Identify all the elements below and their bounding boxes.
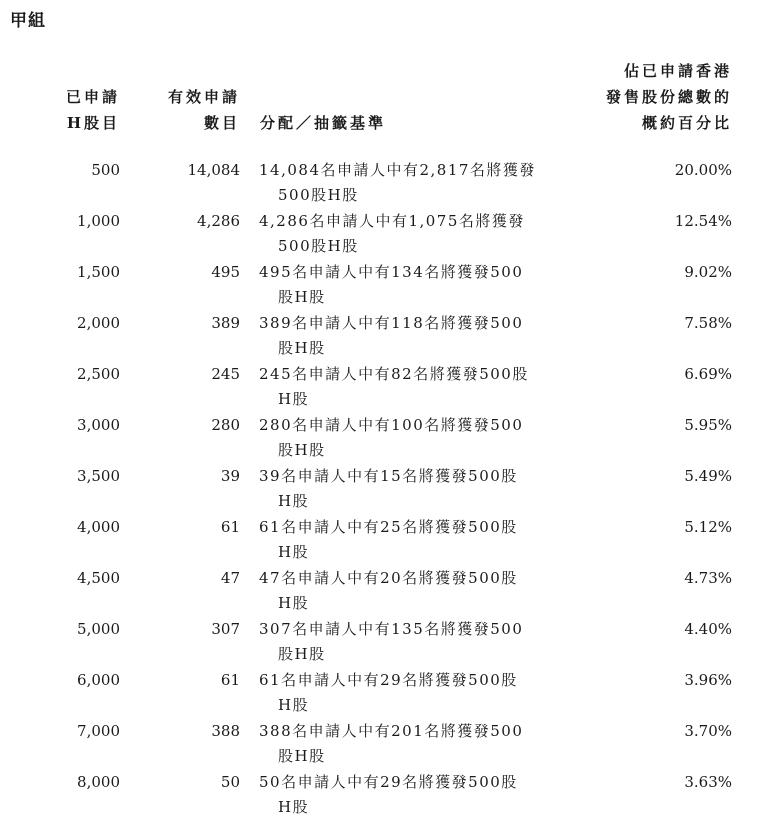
valid-applications-cell: 495 [211, 263, 240, 281]
table-row [0, 362, 764, 413]
valid-applications-cell: 245 [211, 365, 240, 383]
header-applied-line-1: 已申請 [65, 88, 120, 106]
applied-shares-cell: 2,500 [77, 365, 120, 383]
header-basis-line: 分配／抽籤基準 [260, 114, 387, 132]
header-allocation-basis [260, 110, 386, 136]
table-row [0, 158, 764, 209]
basis-line-2: H股 [278, 798, 310, 816]
table-row [0, 413, 764, 464]
allocation-basis-cell [259, 260, 579, 310]
header-valid-line-1: 有效申請 [167, 88, 240, 106]
table-row [0, 515, 764, 566]
valid-applications-cell: 307 [211, 620, 240, 638]
header-pct-line-3: 概約百分比 [641, 114, 732, 132]
allocation-basis-cell [259, 158, 579, 208]
table-row [0, 719, 764, 770]
basis-line-2: H股 [278, 492, 310, 510]
table-row [0, 566, 764, 617]
percentage-cell: 3.96% [684, 671, 732, 689]
basis-line-1: 61名申請人中有29名將獲發500股 [259, 671, 518, 689]
header-applied-line-2: H股目 [66, 114, 120, 132]
applied-shares-cell: 7,000 [77, 722, 120, 740]
basis-line-1: 61名申請人中有25名將獲發500股 [259, 518, 518, 536]
header-percentage [606, 58, 732, 136]
basis-line-1: 39名申請人中有15名將獲發500股 [259, 467, 518, 485]
basis-line-2: H股 [278, 696, 310, 714]
allocation-table [0, 158, 764, 821]
basis-line-2: 股H股 [278, 339, 326, 357]
valid-applications-cell: 14,084 [187, 161, 240, 179]
table-row [0, 260, 764, 311]
allocation-basis-cell [259, 770, 579, 820]
basis-line-1: 388名申請人中有201名將獲發500 [259, 722, 524, 740]
applied-shares-cell: 1,000 [77, 212, 120, 230]
valid-applications-cell: 47 [220, 569, 240, 587]
allocation-basis-cell [259, 362, 579, 412]
allocation-basis-cell [259, 515, 579, 565]
table-row [0, 617, 764, 668]
basis-line-2: 股H股 [278, 441, 326, 459]
applied-shares-cell: 4,500 [77, 569, 120, 587]
basis-line-2: H股 [278, 594, 310, 612]
basis-line-1: 14,084名申請人中有2,817名將獲發 [259, 161, 536, 179]
percentage-cell: 4.40% [684, 620, 732, 638]
header-pct-line-1: 佔已申請香港 [623, 62, 732, 80]
valid-applications-cell: 61 [220, 671, 240, 689]
table-row [0, 770, 764, 821]
percentage-cell: 12.54% [674, 212, 732, 230]
valid-applications-cell: 388 [211, 722, 240, 740]
percentage-cell: 5.49% [684, 467, 732, 485]
basis-line-2: H股 [278, 543, 310, 561]
allocation-basis-cell [259, 209, 579, 259]
basis-line-1: 245名申請人中有82名將獲發500股 [259, 365, 529, 383]
basis-line-2: H股 [278, 390, 310, 408]
allocation-basis-cell [259, 617, 579, 667]
percentage-cell: 4.73% [684, 569, 732, 587]
valid-applications-cell: 280 [211, 416, 240, 434]
percentage-cell: 6.69% [684, 365, 732, 383]
basis-line-1: 389名申請人中有118名將獲發500 [259, 314, 524, 332]
allocation-basis-cell [259, 413, 579, 463]
applied-shares-cell: 3,500 [77, 467, 120, 485]
group-title: 甲組 [10, 11, 46, 31]
applied-shares-cell: 2,000 [77, 314, 120, 332]
table-row [0, 464, 764, 515]
table-row [0, 209, 764, 260]
allocation-basis-cell [259, 719, 579, 769]
applied-shares-cell: 1,500 [77, 263, 120, 281]
valid-applications-cell: 4,286 [197, 212, 240, 230]
basis-line-2: 500股H股 [278, 237, 359, 255]
applied-shares-cell: 3,000 [77, 416, 120, 434]
applied-shares-cell: 5,000 [77, 620, 120, 638]
percentage-cell: 5.95% [684, 416, 732, 434]
percentage-cell: 20.00% [674, 161, 732, 179]
percentage-cell: 5.12% [684, 518, 732, 536]
percentage-cell: 3.63% [684, 773, 732, 791]
table-row [0, 311, 764, 362]
basis-line-1: 50名申請人中有29名將獲發500股 [259, 773, 518, 791]
header-pct-line-2: 發售股份總數的 [605, 88, 732, 106]
table-row [0, 668, 764, 719]
basis-line-1: 307名申請人中有135名將獲發500 [259, 620, 524, 638]
basis-line-2: 股H股 [278, 645, 326, 663]
percentage-cell: 3.70% [684, 722, 732, 740]
header-valid-applications [168, 84, 240, 136]
basis-line-2: 股H股 [278, 288, 326, 306]
valid-applications-cell: 39 [220, 467, 240, 485]
basis-line-1: 47名申請人中有20名將獲發500股 [259, 569, 518, 587]
basis-line-1: 495名申請人中有134名將獲發500 [259, 263, 524, 281]
header-valid-line-2: 數目 [203, 114, 240, 132]
valid-applications-cell: 389 [211, 314, 240, 332]
applied-shares-cell: 8,000 [77, 773, 120, 791]
allocation-basis-cell [259, 464, 579, 514]
applied-shares-cell: 500 [91, 161, 120, 179]
basis-line-2: 500股H股 [278, 186, 359, 204]
allocation-basis-cell [259, 311, 579, 361]
header-applied-shares [66, 84, 120, 136]
basis-line-2: 股H股 [278, 747, 326, 765]
valid-applications-cell: 61 [220, 518, 240, 536]
percentage-cell: 9.02% [684, 263, 732, 281]
basis-line-1: 4,286名申請人中有1,075名將獲發 [259, 212, 525, 230]
valid-applications-cell: 50 [220, 773, 240, 791]
percentage-cell: 7.58% [684, 314, 732, 332]
applied-shares-cell: 6,000 [77, 671, 120, 689]
applied-shares-cell: 4,000 [77, 518, 120, 536]
allocation-basis-cell [259, 668, 579, 718]
allocation-basis-cell [259, 566, 579, 616]
basis-line-1: 280名申請人中有100名將獲發500 [259, 416, 524, 434]
